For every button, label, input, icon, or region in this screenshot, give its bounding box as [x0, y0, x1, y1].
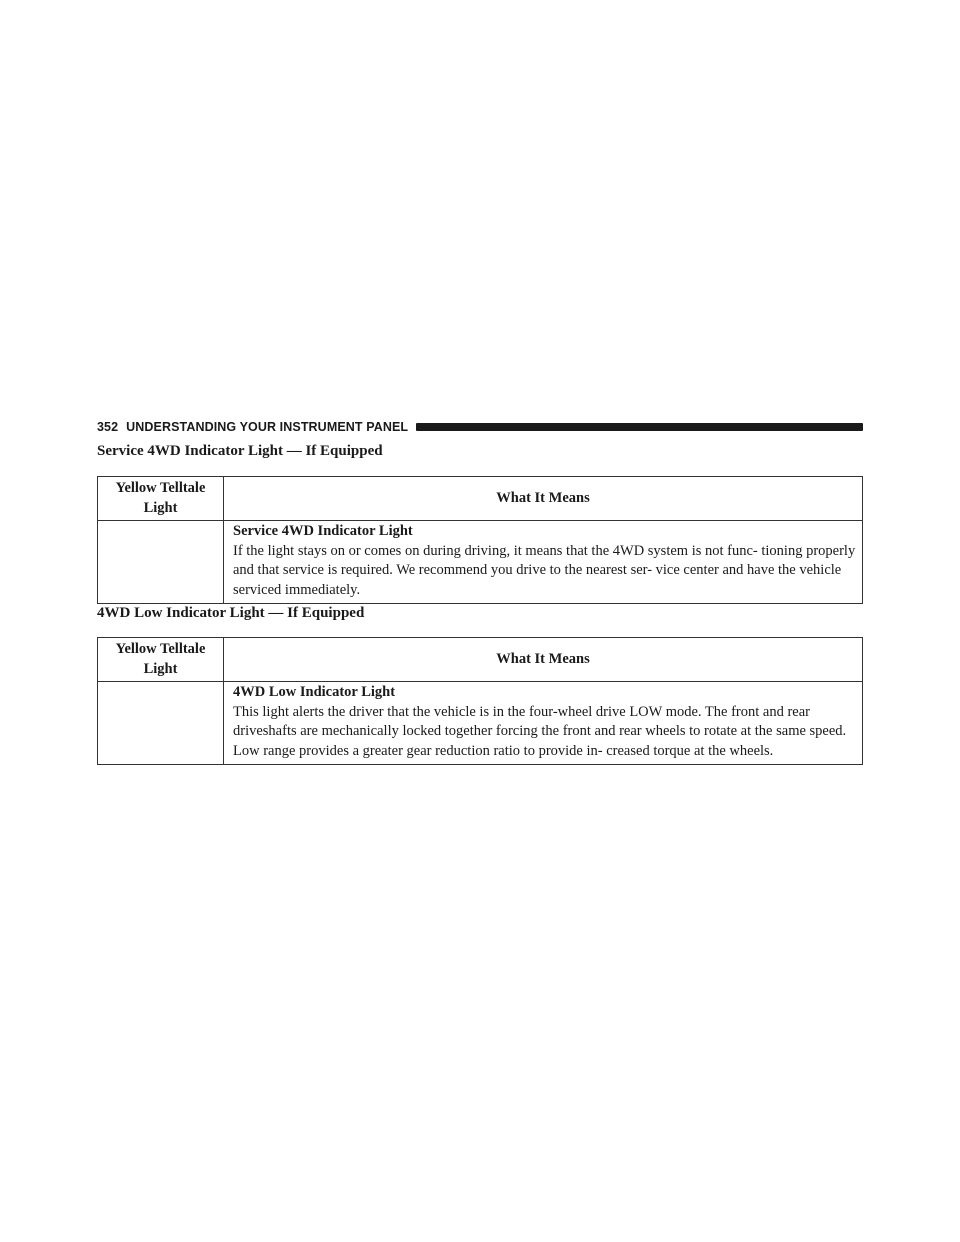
table-row — [98, 682, 863, 765]
column-header-meaning: What It Means — [224, 477, 863, 521]
indicator-title: Service 4WD Indicator Light — [233, 523, 413, 539]
4wd-low-heading: 4WD Low Indicator Light — If Equipped — [97, 605, 365, 621]
page-header — [97, 415, 863, 439]
telltale-icon-cell — [98, 682, 224, 765]
page-number: 352 — [97, 420, 119, 434]
telltale-icon-cell — [98, 521, 224, 604]
4wd-low-table — [97, 637, 863, 765]
table-header-row — [98, 477, 863, 521]
indicator-description: If the light stays on or comes on during driving, it means that the 4WD system is not func- tioning properly and that service is required. We recommend you drive to the nearest ser- vice center and have the vehicle serviced immediately. — [233, 542, 856, 598]
meaning-cell — [224, 521, 863, 604]
header-rule — [416, 423, 863, 431]
table-header-row — [98, 638, 863, 682]
section-title: UNDERSTANDING YOUR INSTRUMENT PANEL — [126, 420, 409, 434]
indicator-description: This light alerts the driver that the vehicle is in the four-wheel drive LOW mode. The front and rear driveshafts are mechanically locked together forcing the front and rear wheels to rotate at the same speed. Low range provides a greater gear reduction ratio to provide in- creased torque at the wheels. — [233, 703, 847, 759]
column-header-telltale: Yellow Telltale Light — [98, 638, 224, 682]
table-row — [98, 521, 863, 604]
column-header-telltale: Yellow Telltale Light — [98, 477, 224, 521]
indicator-title: 4WD Low Indicator Light — [233, 684, 396, 700]
service-4wd-heading: Service 4WD Indicator Light — If Equipped — [97, 443, 383, 459]
service-4wd-table — [97, 476, 863, 604]
column-header-meaning: What It Means — [224, 638, 863, 682]
meaning-cell — [224, 682, 863, 765]
